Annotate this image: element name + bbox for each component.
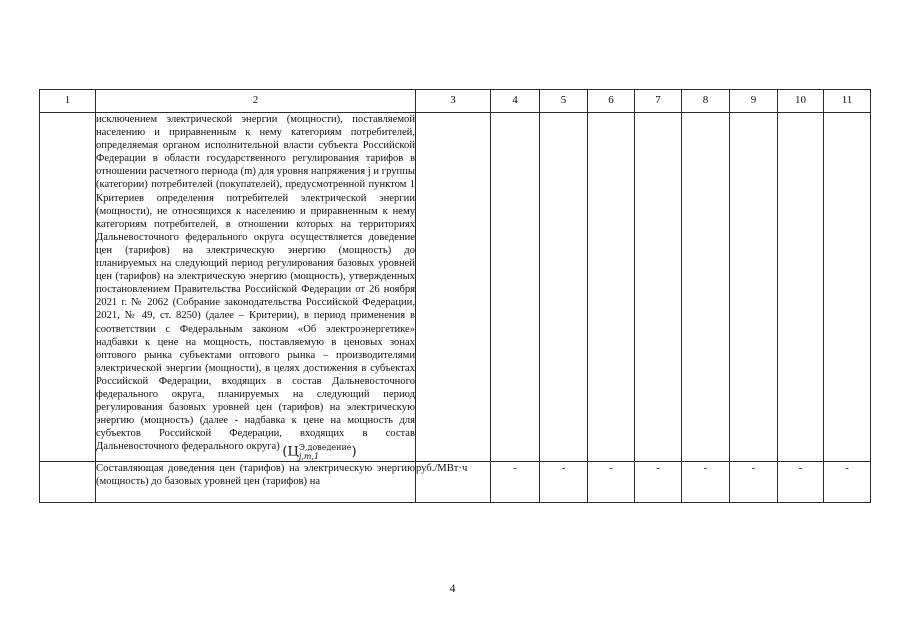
header-cell-9: 9 bbox=[730, 90, 778, 113]
table-row bbox=[40, 113, 871, 462]
value-cell bbox=[491, 113, 540, 462]
page-number: 4 bbox=[449, 581, 456, 595]
unit-cell bbox=[416, 113, 491, 462]
value-cell: - bbox=[682, 461, 730, 502]
formula-base: Ц bbox=[287, 444, 299, 460]
value-cell bbox=[588, 113, 635, 462]
formula-subscript: j,m,1 bbox=[298, 451, 320, 461]
formula-indices bbox=[299, 443, 352, 461]
header-cell-3: 3 bbox=[416, 90, 491, 113]
row-number-cell bbox=[40, 113, 96, 462]
header-cell-7: 7 bbox=[635, 90, 682, 113]
value-cell: - bbox=[730, 461, 778, 502]
value-cell bbox=[682, 113, 730, 462]
value-cell: - bbox=[635, 461, 682, 502]
header-cell-8: 8 bbox=[682, 90, 730, 113]
value-cell bbox=[824, 113, 871, 462]
value-cell bbox=[778, 113, 824, 462]
table-row bbox=[40, 461, 871, 502]
unit-cell: руб./МВт·ч bbox=[416, 461, 491, 502]
value-cell bbox=[730, 113, 778, 462]
description-text: исключением электрической энергии (мощности), поставляемой населению и приравненным к нему категориям потребителей, определяемая органом исполнительной власти субъекта Российской Федерации в области государственного регулирования тарифов в отношении расчетного периода (m) для уровня напряжения j и группы (категории) потребителей (покупателей), предусмотренной пунктом 1 Критериев определения потребителей электрической энергии (мощности), не относящихся к населению и приравненным к нему категориям потребителей, в отношении которых на территориях Дальневосточного федерального округа осуществляется доведение цен (тарифов) на электрическую энергию (мощность) до планируемых на следующий период регулирования базовых уровней цен (тарифов) на электрическую энергию (мощность), утвержденных постановлением Правительства Российской Федерации от 26 ноября 2021 г. № 2062 (Собрание законодательства Российской Федерации, 2021, № 49, ст. 8250) (далее – Критерии), в период применения в соответствии с Федеральным законом «Об электроэнергетике» надбавки к цене на мощность, поставляемую в ценовых зонах оптового рынка субъектами оптового рынка – производителями электрической энергии (мощности), в целях достижения в субъектах Российской Федерации, входящих в состав Дальневосточного федерального округа, планируемых на следующий период регулирования базовых уровней цен (тарифов) на электрическую энергию (мощность) (далее - надбавка к цене на мощность для субъектов Российской Федерации, входящих в состав Дальневосточного федерального округа) bbox=[96, 114, 415, 453]
tariff-table bbox=[39, 89, 871, 503]
header-cell-11: 11 bbox=[824, 90, 871, 113]
table-header-row bbox=[40, 90, 871, 113]
value-cell: - bbox=[778, 461, 824, 502]
formula-superscript: Э,доведение bbox=[298, 442, 352, 452]
value-cell: - bbox=[824, 461, 871, 502]
header-cell-2: 2 bbox=[96, 90, 416, 113]
value-cell bbox=[540, 113, 588, 462]
header-cell-4: 4 bbox=[491, 90, 540, 113]
description-cell bbox=[96, 461, 416, 502]
value-cell: - bbox=[491, 461, 540, 502]
description-cell bbox=[96, 113, 416, 462]
header-cell-5: 5 bbox=[540, 90, 588, 113]
tariff-formula: (Ц Э,доведение j,m,1 ) bbox=[282, 442, 357, 461]
value-cell: - bbox=[540, 461, 588, 502]
value-cell: - bbox=[588, 461, 635, 502]
description-text: Составляющая доведения цен (тарифов) на электрическую энергию (мощность) до базовых уровней цен (тарифов) на bbox=[96, 462, 415, 487]
header-cell-1: 1 bbox=[40, 90, 96, 113]
value-cell bbox=[635, 113, 682, 462]
header-cell-10: 10 bbox=[778, 90, 824, 113]
header-cell-6: 6 bbox=[588, 90, 635, 113]
row-number-cell bbox=[40, 461, 96, 502]
